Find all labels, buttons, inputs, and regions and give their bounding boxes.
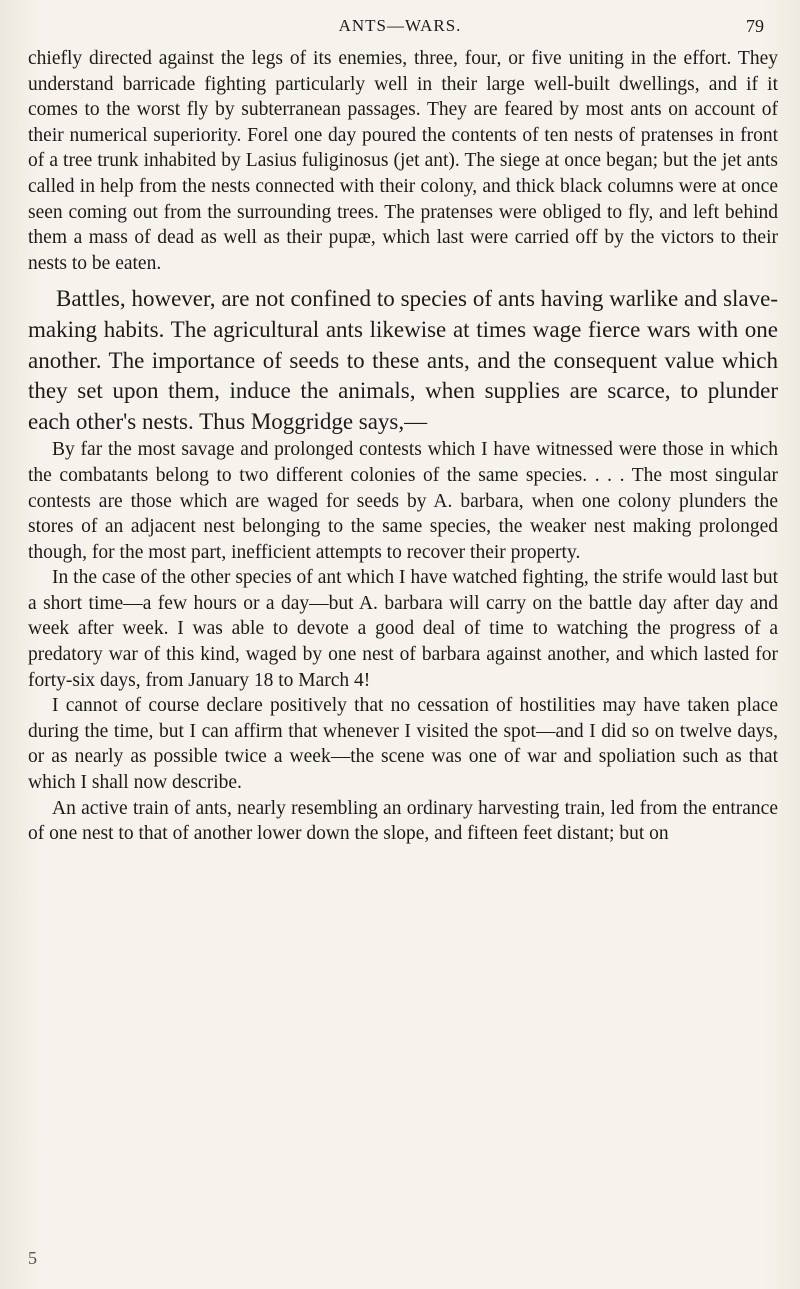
page-number: 79 [746, 16, 764, 36]
quote-paragraph: I cannot of course declare positively that no cessation of hostilities may have taken place during the time, but I can affirm that whenever I visited the spot—and I did so on twelve days, or as nearly as possible twice a week—the scene was one of war and spoliation such as that which I shall now describe. [28, 695, 778, 794]
quote-paragraph: An active train of ants, nearly resembling an ordinary harvesting train, led from the entrance of one nest to that of another lower down the slope, and fifteen feet distant; but on [28, 797, 778, 845]
quote-paragraph: By far the most savage and prolonged contests which I have witnessed were those in which the combatants belong to two different colonies of the same species. . . . The most singular contests are those which are waged for seeds by A. barbara, when one colony plunders the stores of an adjacent nest belonging to the same species, the weaker nest making prolonged though, for the most part, inefficient attempts to recover their property. [28, 439, 778, 563]
paragraph-continued: chiefly directed against the legs of its enemies, three, four, or five uniting in the effort. They understand barricade fighting particularly well in their large well-built dwellings, and if it comes to the worst fly by subterranean passages. They are feared by most ants on account of their numerical superiority. Forel one day poured the contents of ten nests of pratenses in front of a tree trunk inhabited by Lasius fuliginosus (jet ant). The siege at once began; but the jet ants called in help from the nests connected with their colony, and thick black columns were at once seen coming out from the surrounding trees. The pratenses were obliged to fly, and left behind them a mass of dead as well as their pupæ, which last were carried off by the victors to their nests to be eaten. [28, 48, 778, 274]
signature-mark: 5 [28, 1248, 37, 1268]
quote-paragraph: In the case of the other species of ant which I have watched fighting, the strife would last but a short time—a few hours or a day—but A. barbara will carry on the battle day after day and week after week. I was able to devote a good deal of time to watching the progress of a predatory war of this kind, waged by one nest of barbara against another, and which lasted for forty-six days, from January 18 to March 4! [28, 567, 778, 691]
page-footer [0, 1248, 800, 1278]
paragraph-main: Battles, however, are not confined to species of ants having warlike and slave-making habits. The agricultural ants likewise at times wage fierce wars with one another. The importance of seeds to these ants, and the consequent value which they set upon them, induce the animals, when supplies are scarce, to plunder each other's nests. Thus Moggridge says,— [28, 286, 778, 434]
running-head: ANTS—WARS. [338, 16, 462, 35]
body-text [28, 46, 778, 847]
page-header [0, 12, 800, 42]
